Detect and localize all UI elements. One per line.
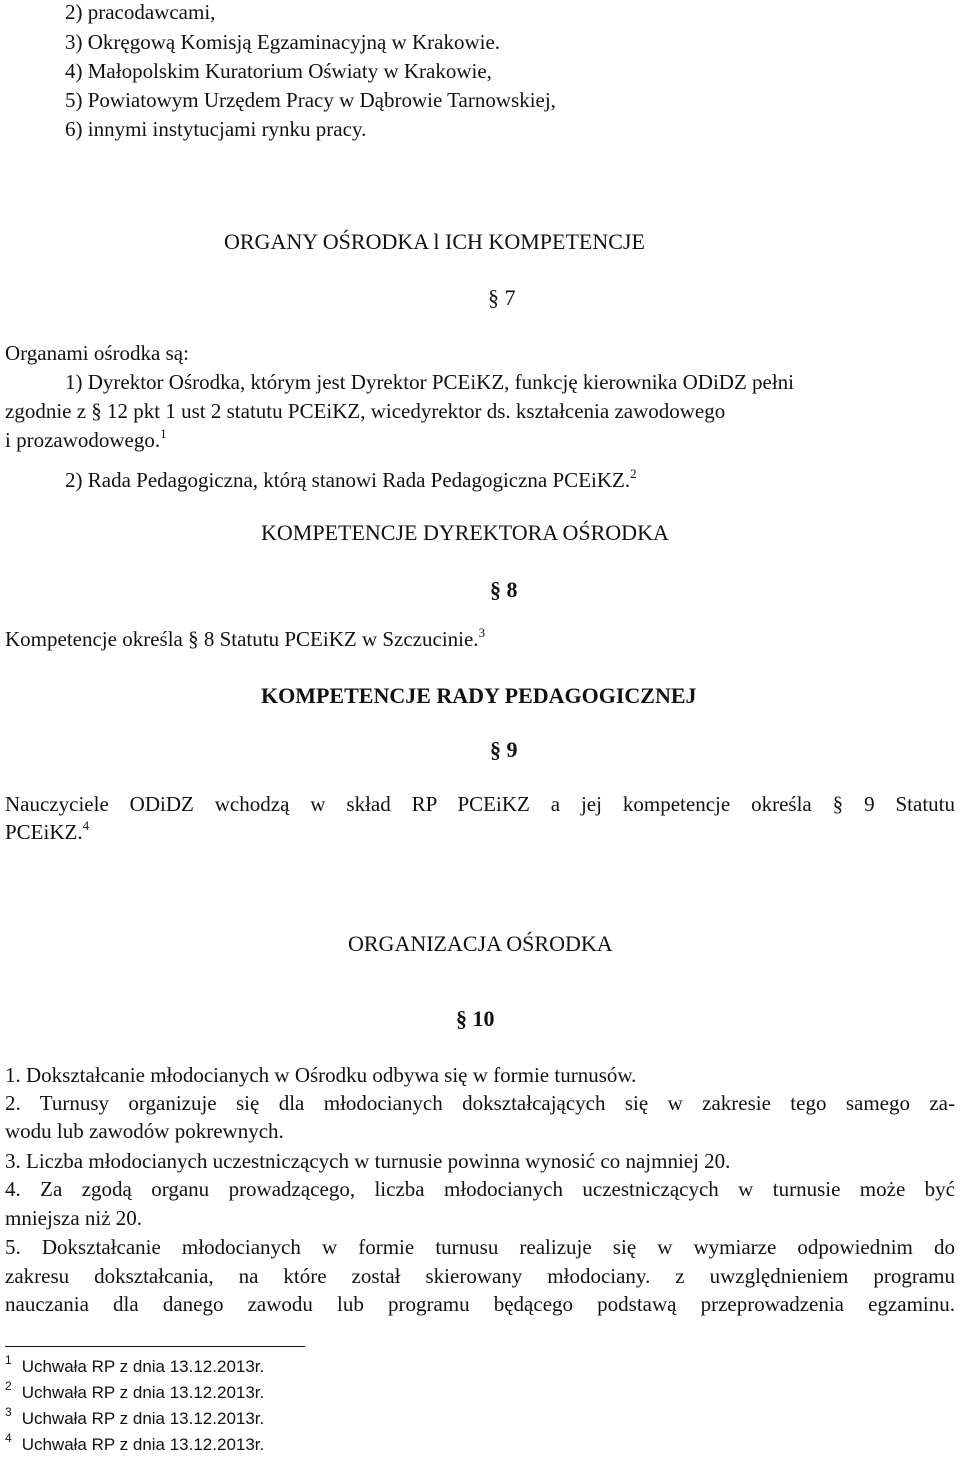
list-item: 4) Małopolskim Kuratorium Oświaty w Krakowie, (65, 59, 492, 83)
organizacja-point-5: zakresu dokształcania, na które został skierowany młodociany. z uwzględnieniem programu (5, 1264, 955, 1288)
footnote: $^3$ Uchwała RP z dnia 13.12.2013r. (5, 1405, 265, 1428)
organizacja-point-5: 5. Dokształcanie młodocianych w formie turnusu realizuje się w wymiarze odpowiednim do (5, 1235, 955, 1259)
organizacja-point-2: 2. Turnusy organizuje się dla młodocianych dokształcających się w zakresie tego samego za- (5, 1091, 955, 1115)
organy-item-2: 2) Rada Pedagogiczna, którą stanowi Rada Pedagogiczna PCEiKZ.$^2$ (65, 466, 637, 492)
organy-item-1: zgodnie z § 12 pkt 1 ust 2 statutu PCEiKZ, wicedyrektor ds. kształcenia zawodowego (5, 399, 726, 423)
footnote-ref: 3 (478, 625, 486, 640)
organizacja-point-1: 1. Dokształcanie młodocianych w Ośrodku odbywa się w formie turnusów. (5, 1063, 637, 1087)
paragraph-number: § 9 (490, 737, 518, 762)
paragraph-number: § 10 (456, 1006, 495, 1031)
footnote-ref: 2 (630, 466, 637, 481)
footnote-ref: 4 (82, 818, 90, 833)
organy-intro: Organami ośrodka są: (5, 341, 189, 365)
organy-item-1: 1) Dyrektor Ośrodka, którym jest Dyrektor PCEiKZ, funkcję kierownika ODiDZ pełni (65, 370, 795, 394)
footnote-ref: 1 (160, 426, 167, 441)
dyrektor-text: Kompetencje określa § 8 Statutu PCEiKZ w Szczucinie.$^3$ (5, 625, 486, 651)
section-heading-rada: KOMPETENCJE RADY PEDAGOGICZNEJ (261, 683, 697, 708)
organy-item-1: i prozawodowego.$^1$ (5, 426, 167, 452)
list-item: 3) Okręgową Komisją Egzaminacyjną w Krakowie. (65, 30, 501, 54)
section-heading-dyrektor: KOMPETENCJE DYREKTORA OŚRODKA (261, 520, 669, 545)
section-heading-organizacja: ORGANIZACJA OŚRODKA (348, 931, 613, 956)
paragraph-number: § 8 (490, 577, 518, 602)
footnote: $^4$ Uchwała RP z dnia 13.12.2013r. (5, 1431, 265, 1454)
section-heading-organy: ORGANY OŚRODKA l ICH KOMPETENCJE (224, 229, 645, 254)
organizacja-point-2: wodu lub zawodów pokrewnych. (5, 1119, 284, 1143)
list-item: 2) pracodawcami, (65, 0, 216, 24)
organizacja-point-4: mniejsza niż 20. (5, 1206, 143, 1230)
organizacja-point-5: nauczania dla danego zawodu lub programu będącego podstawą przeprowadzenia egzaminu. (5, 1292, 955, 1316)
list-item: 6) innymi instytucjami rynku pracy. (65, 117, 367, 141)
footnote: $^1$ Uchwała RP z dnia 13.12.2013r. (5, 1353, 265, 1376)
footnote: $^2$ Uchwała RP z dnia 13.12.2013r. (5, 1379, 265, 1402)
organizacja-point-4: 4. Za zgodą organu prowadzącego, liczba młodocianych uczestniczących w turnusie może być (5, 1177, 955, 1201)
rada-text: PCEiKZ.$^4$ (5, 818, 90, 844)
rada-text: Nauczyciele ODiDZ wchodzą w skład RP PCEiKZ a jej kompetencje określa § 9 Statutu (5, 792, 955, 816)
paragraph-number: § 7 (488, 285, 516, 310)
organizacja-point-3: 3. Liczba młodocianych uczestniczących w turnusie powinna wynosić co najmniej 20. (5, 1149, 731, 1173)
footnote-separator (5, 1346, 305, 1347)
list-item: 5) Powiatowym Urzędem Pracy w Dąbrowie Tarnowskiej, (65, 88, 556, 112)
